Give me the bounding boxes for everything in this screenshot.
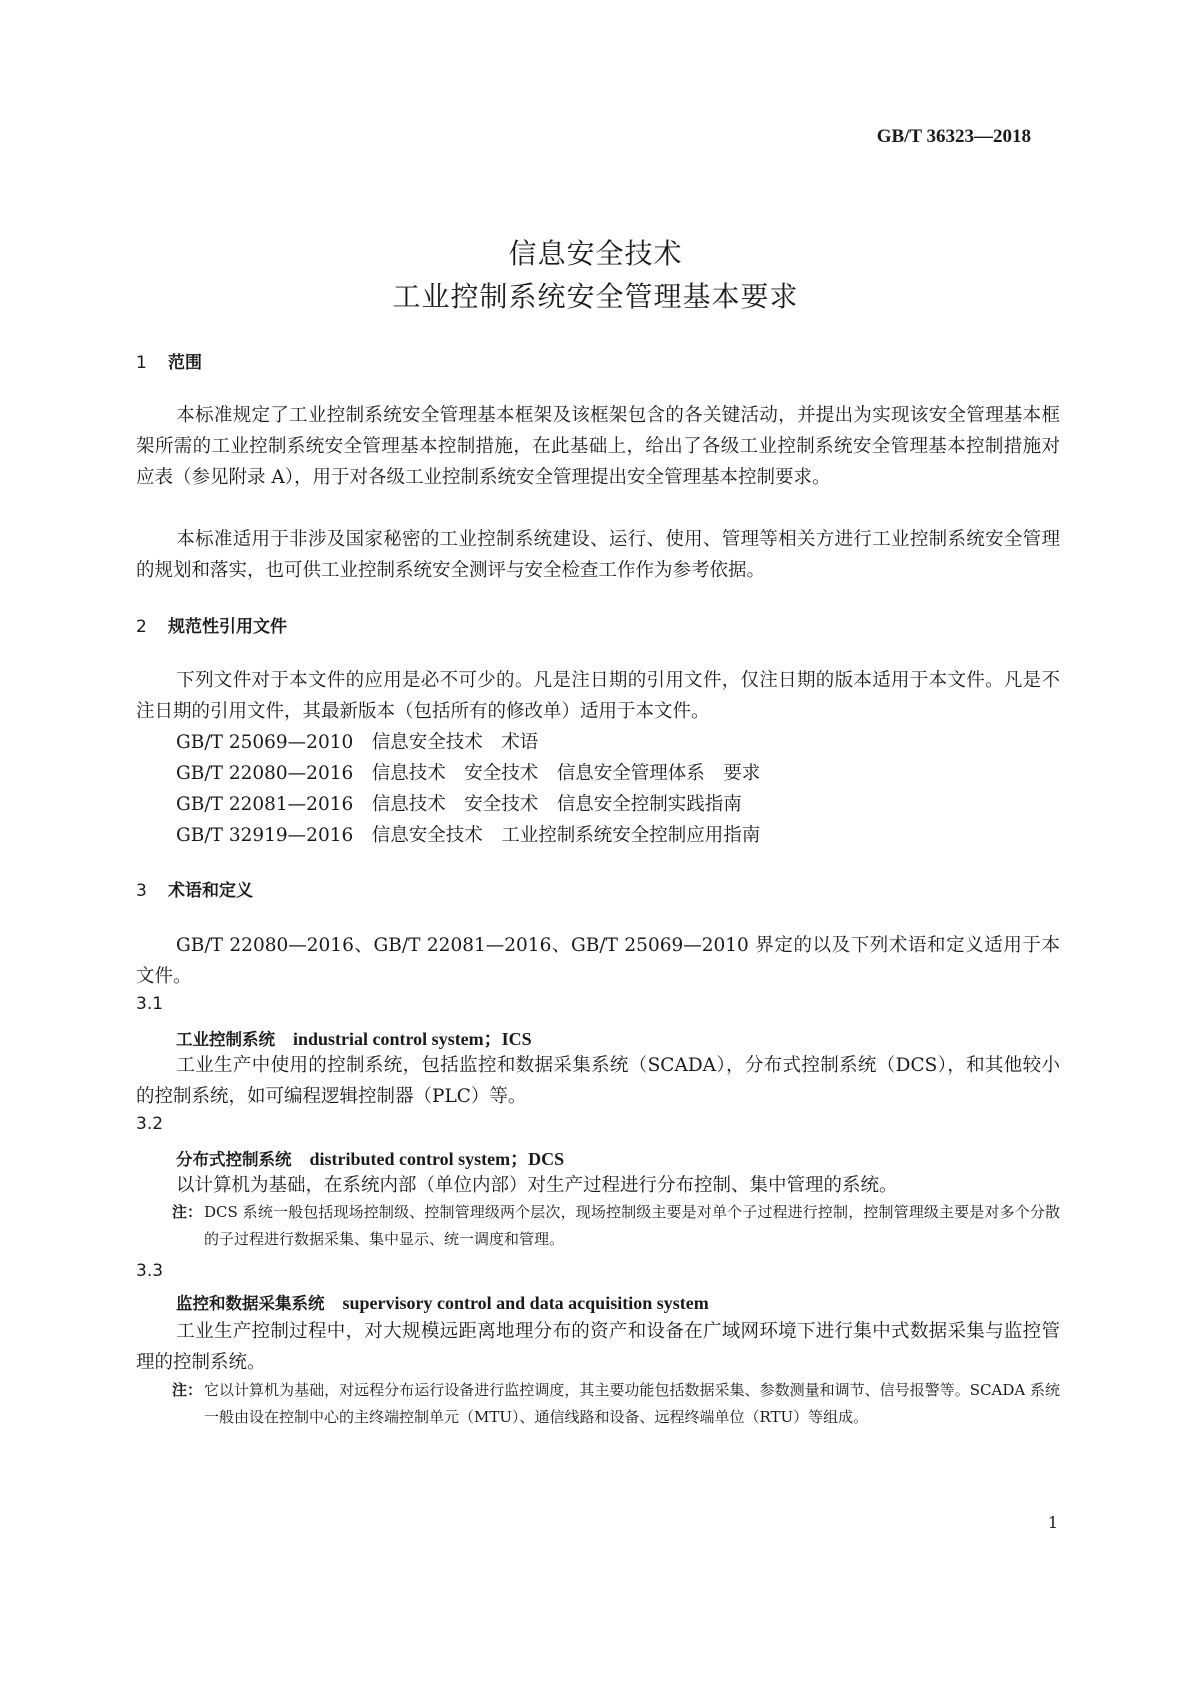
term-zh: 工业控制系统 [176, 1030, 275, 1049]
note-label: 注： [172, 1381, 203, 1399]
reference-item: GB/T 22081—2016 信息技术 安全技术 信息安全控制实践指南 [176, 794, 742, 815]
standard-code: GB/T 36323—2018 [876, 126, 1031, 147]
term-note [172, 1199, 1060, 1253]
term-number: 3.3 [136, 1261, 164, 1281]
term-zh: 监控和数据采集系统 [176, 1294, 325, 1313]
section-title: 术语和定义 [168, 881, 253, 901]
term-number: 3.2 [136, 1114, 164, 1134]
note-label: 注： [172, 1203, 203, 1221]
reference-item: GB/T 22080—2016 信息技术 安全技术 信息安全管理体系 要求 [176, 763, 761, 784]
term-zh: 分布式控制系统 [176, 1150, 292, 1169]
section-number: 2 [136, 617, 147, 637]
section-3-heading [136, 876, 253, 901]
paragraph-text: GB/T 22080—2016、GB/T 22081—2016、GB/T 25069—2010 界定的以及下列术语和定义适用于本文件。 [136, 935, 1060, 987]
reference-item: GB/T 32919—2016 信息安全技术 工业控制系统安全控制应用指南 [176, 825, 761, 846]
term-definition [136, 1316, 1060, 1378]
section-1-paragraph-1 [136, 400, 1060, 493]
section-number: 1 [136, 353, 147, 373]
section-title: 规范性引用文件 [168, 617, 287, 637]
section-2-paragraph-1 [136, 665, 1060, 727]
paragraph-text: 下列文件对于本文件的应用是必不可少的。凡是注日期的引用文件，仅注日期的版本适用于本文件。凡是不注日期的引用文件，其最新版本（包括所有的修改单）适用于本文件。 [136, 670, 1060, 722]
term-en: supervisory control and data acquisition system [342, 1293, 709, 1313]
reference-item: GB/T 25069—2010 信息安全技术 术语 [176, 732, 539, 753]
definition-text: 工业生产中使用的控制系统，包括监控和数据采集系统（SCADA），分布式控制系统（DCS），和其他较小的控制系统，如可编程逻辑控制器（PLC）等。 [136, 1055, 1060, 1107]
title-line-2: 工业控制系统安全管理基本要求 [392, 280, 799, 313]
definition-text: 工业生产控制过程中，对大规模远距离地理分布的资产和设备在广域网环境下进行集中式数据采集与监控管理的控制系统。 [136, 1321, 1060, 1373]
page-number: 1 [1047, 1513, 1058, 1532]
term-note [172, 1377, 1060, 1431]
term-definition [136, 1050, 1060, 1112]
term-number: 3.1 [136, 994, 164, 1014]
paragraph-text: 本标准规定了工业控制系统安全管理基本框架及该框架包含的各关键活动，并提出为实现该安全管理基本框架所需的工业控制系统安全管理基本控制措施，在此基础上，给出了各级工业控制系统安全管理基本控制措施对应表（参见附录 A），用于对各级工业控制系统安全管理提出安全管理基本控制要求。 [136, 405, 1060, 488]
term-heading [176, 1145, 564, 1171]
section-3-paragraph-1 [136, 930, 1060, 992]
section-2-heading [136, 612, 287, 637]
note-text: 它以计算机为基础，对远程分布运行设备进行监控调度，其主要功能包括数据采集、参数测量和调节、信号报警等。SCADA 系统一般由设在控制中心的主终端控制单元（MTU）、通信线路和设备、远程终端单位（RTU）等组成。 [204, 1381, 1060, 1426]
definition-text: 以计算机为基础，在系统内部（单位内部）对生产过程进行分布控制、集中管理的系统。 [176, 1175, 898, 1196]
section-number: 3 [136, 881, 147, 901]
section-1-heading [136, 348, 202, 373]
title-line-1: 信息安全技术 [508, 237, 683, 270]
note-text: DCS 系统一般包括现场控制级、控制管理级两个层次，现场控制级主要是对单个子过程进行控制，控制管理级主要是对多个分散的子过程进行数据采集、集中显示、统一调度和管理。 [204, 1203, 1060, 1248]
term-heading [176, 1290, 709, 1314]
section-1-paragraph-2 [136, 524, 1060, 586]
term-heading [176, 1025, 532, 1051]
section-title: 范围 [168, 353, 202, 373]
paragraph-text: 本标准适用于非涉及国家秘密的工业控制系统建设、运行、使用、管理等相关方进行工业控制系统安全管理的规划和落实，也可供工业控制系统安全测评与安全检查工作作为参考依据。 [136, 529, 1060, 581]
term-en: industrial control system；ICS [293, 1029, 532, 1049]
term-en: distributed control system；DCS [309, 1149, 565, 1169]
term-definition [136, 1170, 1060, 1201]
